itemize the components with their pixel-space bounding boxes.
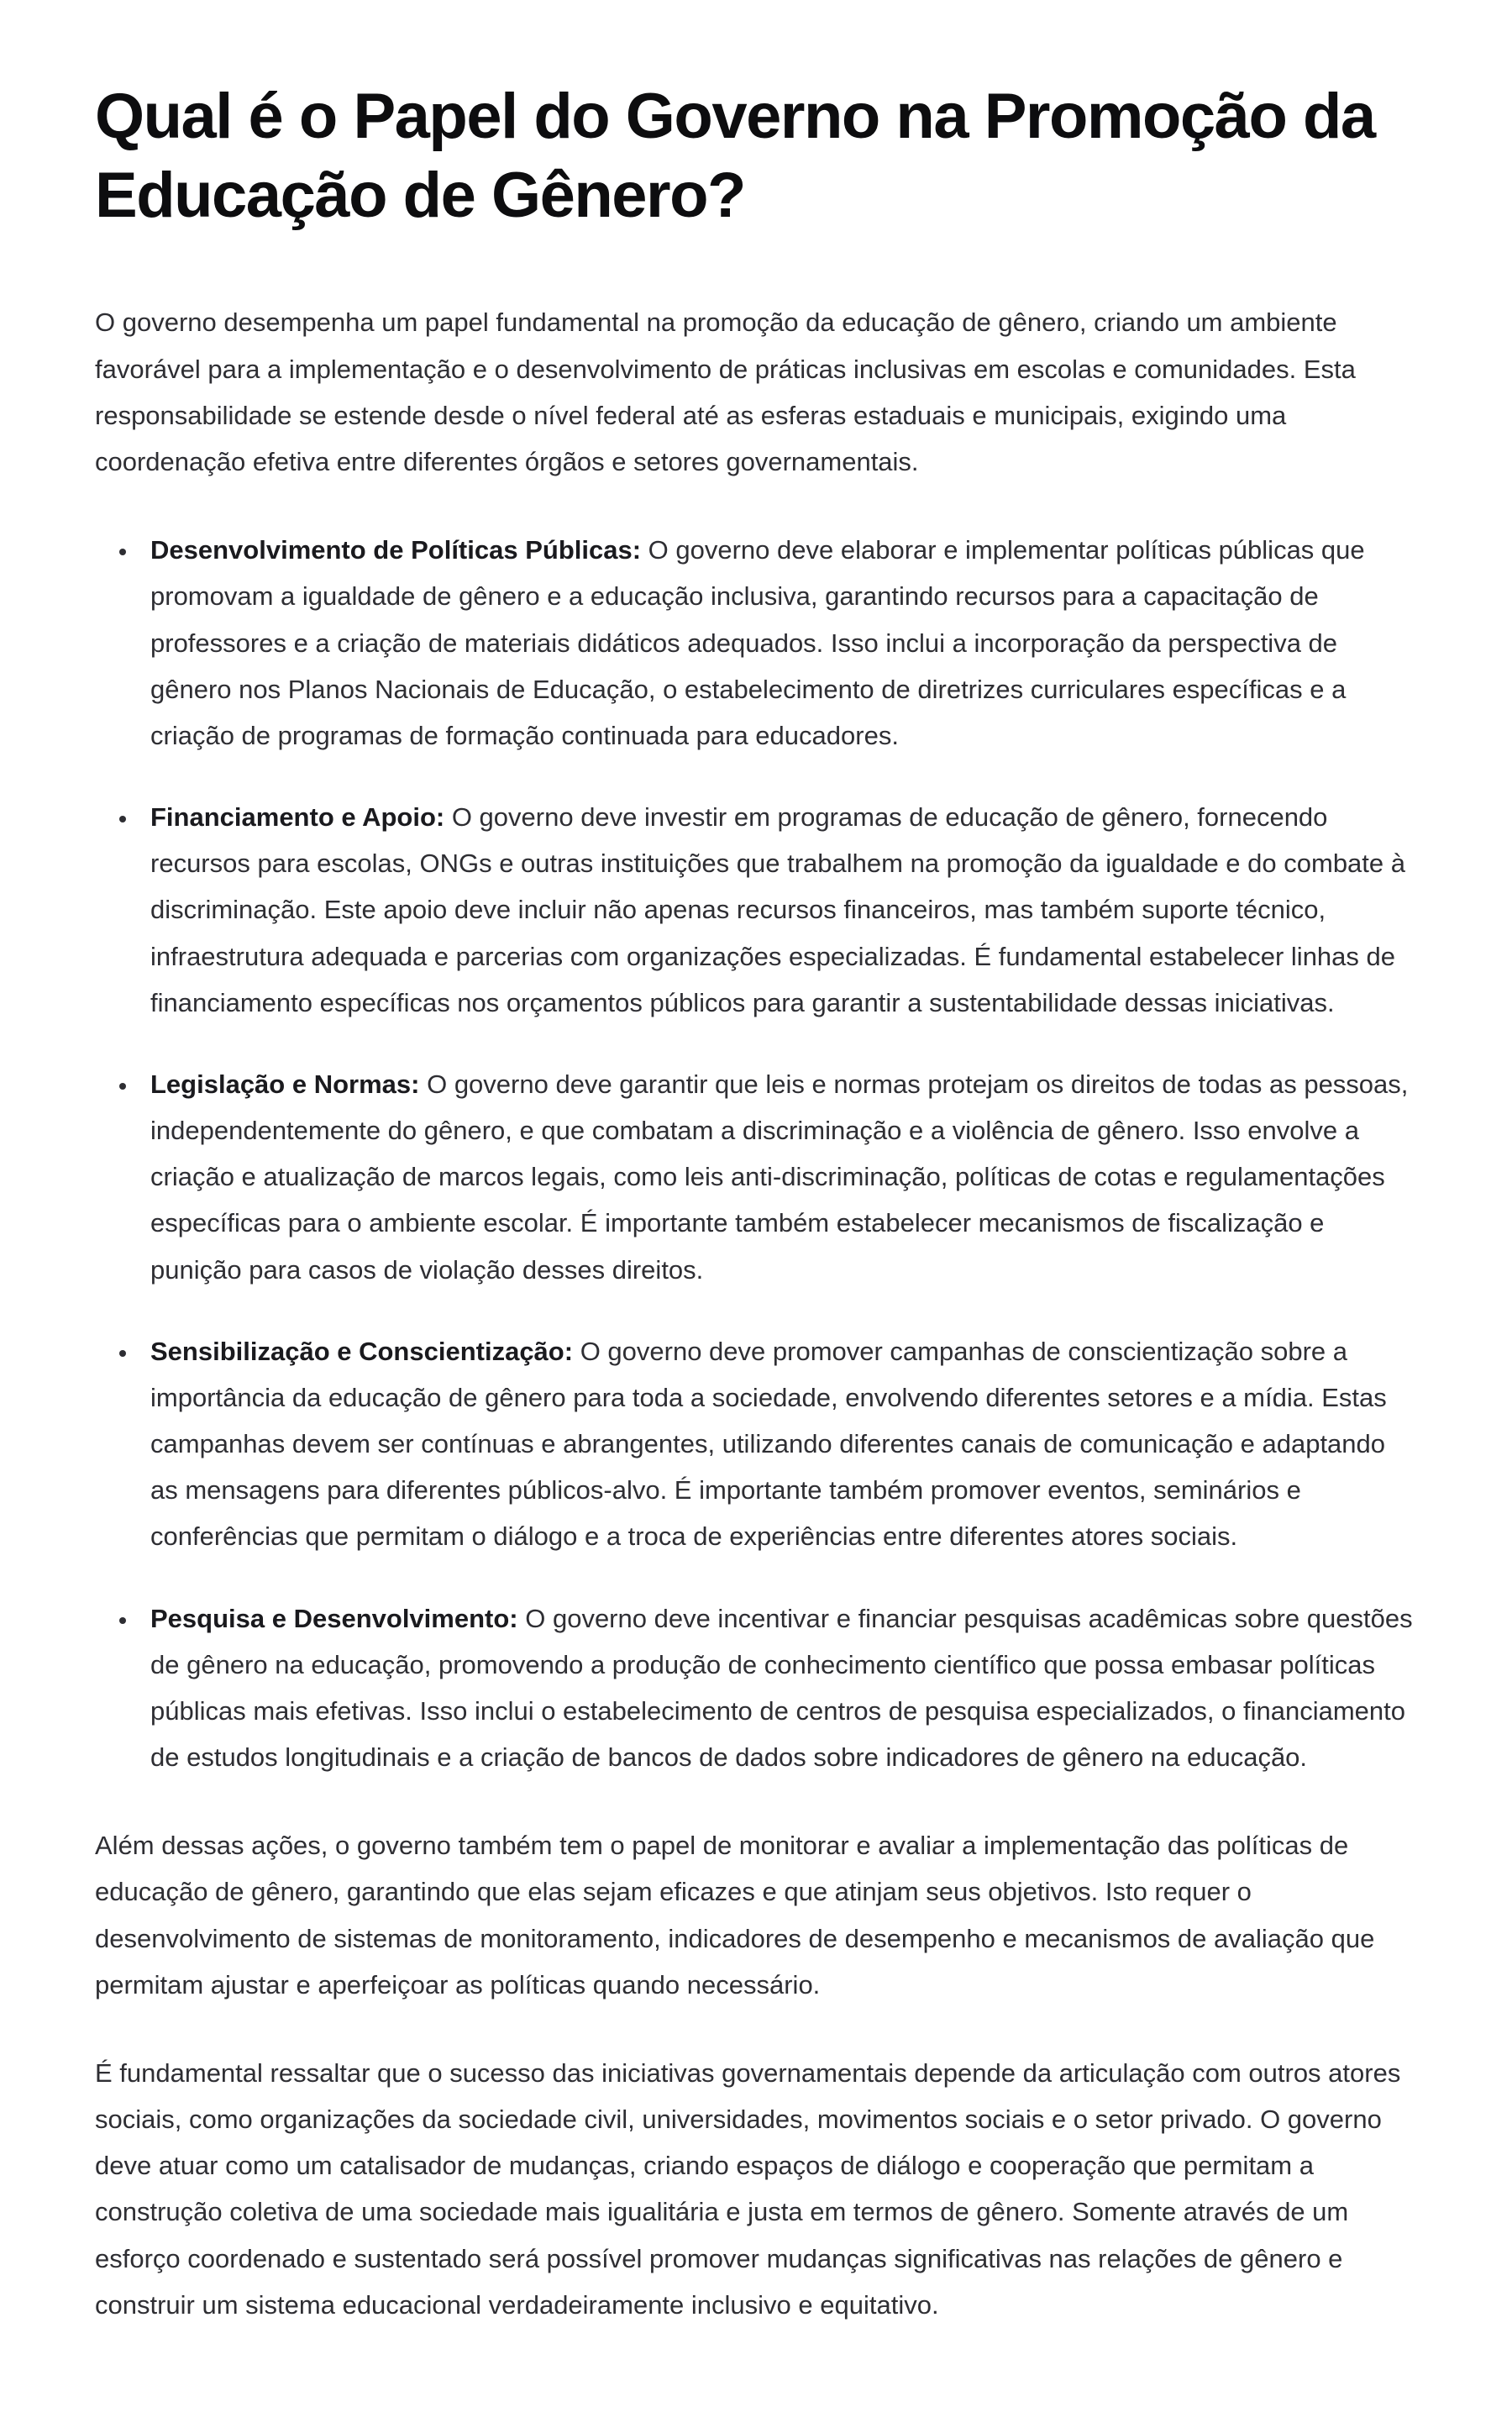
- list-item: [139, 1595, 1415, 1781]
- list-item: [139, 1328, 1415, 1560]
- bullet-label: Sensibilização e Conscientização:: [150, 1336, 574, 1366]
- bullet-label: Legislação e Normas:: [150, 1069, 420, 1099]
- page-title: Qual é o Papel do Governo na Promoção da Educação de Gênero?: [95, 81, 1375, 232]
- list-item: [139, 1061, 1415, 1293]
- bullet-text: O governo deve incentivar e financiar pesquisas acadêmicas sobre questões de gênero na educação, promovendo a produção de conhecimento científico que possa embasar políticas públicas mais efetivas. Isso inclui o estabelecimento de centros de pesquisa especializados, o financiamento de estudos longitudinais e a criação de bancos de dados sobre indicadores de gênero na educação.: [150, 1603, 1413, 1773]
- bullet-label: Financiamento e Apoio:: [150, 802, 445, 833]
- bullet-list: [95, 527, 1415, 1780]
- intro-paragraph: O governo desempenha um papel fundamental na promoção da educação de gênero, criando um ambiente favorável para a implementação e o desenvolvimento de práticas inclusivas em escolas e comunidades. Esta responsabilidade se estende desde o nível federal até as esferas estaduais e municipais, exigindo uma coordenação efetiva entre diferentes órgãos e setores governamentais.: [95, 307, 1356, 476]
- bullet-label: Pesquisa e Desenvolvimento:: [150, 1603, 518, 1633]
- list-item: [139, 527, 1415, 759]
- bullet-text: O governo deve investir em programas de educação de gênero, fornecendo recursos para escolas, ONGs e outras instituições que trabalhem na promoção da igualdade e do combate à discriminação. Este apoio deve incluir não apenas recursos financeiros, mas também suporte técnico, infraestrutura adequada e parcerias com organizações especializadas. É fundamental estabelecer linhas de financiamento específicas nos orçamentos públicos para garantir a sustentabilidade dessas iniciativas.: [150, 802, 1406, 1017]
- bullet-text: O governo deve garantir que leis e normas protejam os direitos de todas as pessoas, independentemente do gênero, e que combatam a discriminação e a violência de gênero. Isso envolve a criação e atualização de marcos legais, como leis anti-discriminação, políticas de cotas e regulamentações específicas para o ambiente escolar. É importante também estabelecer mecanismos de fiscalização e punição para casos de violação desses direitos.: [150, 1069, 1409, 1285]
- list-item: [139, 794, 1415, 1026]
- bullet-text: O governo deve elaborar e implementar políticas públicas que promovam a igualdade de gênero e a educação inclusiva, garantindo recursos para a capacitação de professores e a criação de materiais didáticos adequados. Isso inclui a incorporação da perspectiva de gênero nos Planos Nacionais de Educação, o estabelecimento de diretrizes curriculares específicas e a criação de programas de formação continuada para educadores.: [150, 535, 1365, 750]
- bullet-label: Desenvolvimento de Políticas Públicas:: [150, 535, 642, 565]
- closing-paragraph-2: É fundamental ressaltar que o sucesso das iniciativas governamentais depende da articulação com outros atores sociais, como organizações da sociedade civil, universidades, movimentos sociais e o setor privado. O governo deve atuar como um catalisador de mudanças, criando espaços de diálogo e cooperação que permitam a construção coletiva de uma sociedade mais igualitária e justa em termos de gênero. Somente através de um esforço coordenado e sustentado será possível promover mudanças significativas nas relações de gênero e construir um sistema educacional verdadeiramente inclusivo e equitativo.: [95, 2057, 1401, 2320]
- closing-paragraph-1: Além dessas ações, o governo também tem o papel de monitorar e avaliar a implementação das políticas de educação de gênero, garantindo que elas sejam eficazes e que atinjam seus objetivos. Isto requer o desenvolvimento de sistemas de monitoramento, indicadores de desempenho e mecanismos de avaliação que permitam ajustar e aperfeiçoar as políticas quando necessário.: [95, 1831, 1375, 1999]
- bullet-text: O governo deve promover campanhas de conscientização sobre a importância da educação de gênero para toda a sociedade, envolvendo diferentes setores e a mídia. Estas campanhas devem ser contínuas e abrangentes, utilizando diferentes canais de comunicação e adaptando as mensagens para diferentes públicos-alvo. É importante também promover eventos, seminários e conferências que permitam o diálogo e a troca de experiências entre diferentes atores sociais.: [150, 1336, 1387, 1552]
